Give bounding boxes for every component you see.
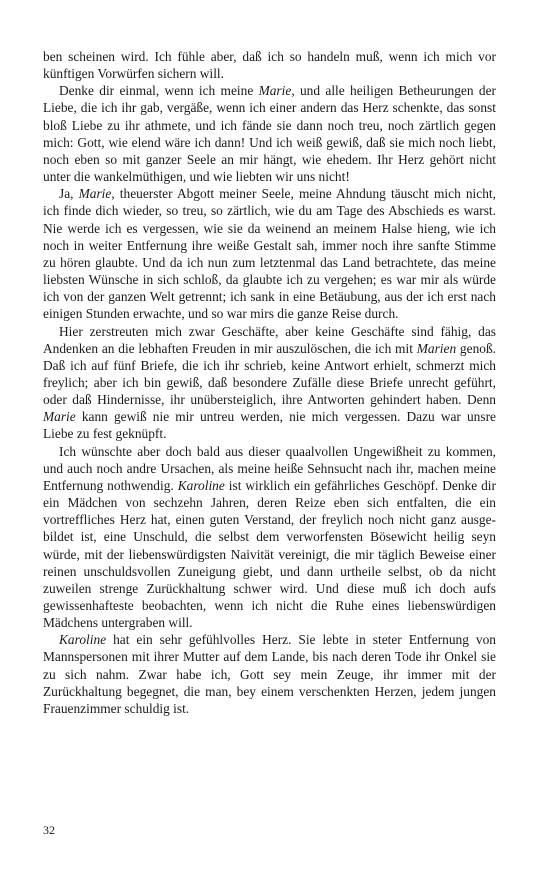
italic-name: Marien (416, 340, 457, 356)
paragraph (43, 631, 496, 717)
page-number: 32 (43, 823, 55, 837)
paragraph (43, 48, 496, 82)
italic-name: Marie (43, 409, 76, 425)
italic-name: Marie (78, 186, 112, 202)
text-run: Denke dir einmal, wenn ich meine (59, 83, 259, 99)
text-run: ben scheinen wird. Ich fühle aber, daß ich so handeln muß, wenn ich mich vor künftigen Vorwürfen sichern will. (43, 49, 496, 82)
text-run: Hier zerstreuten mich zwar Geschäfte, aber keine Geschäfte sind fähig, das Andenken an die lebhaften Freuden in mir auszulöschen, die ich mit (43, 323, 496, 356)
italic-name: Marie (258, 83, 292, 99)
italic-name: Karoline (177, 477, 225, 493)
text-run: , und alle heiligen Betheurungen der Liebe, die ich ihr gab, vergäße, wenn ich einer andern das Herz schenkte, das sonst bloß Liebe zu ihr athmete, und ich fände sie dann noch treu, noch zärtlich gegen mich: Gott, wie elend wäre ich dann! Und ich weiß gewiß, daß sie mich noch liebt, noch eben so mit ganzer Seele an mir hängt, wie ehedem. Ihr Herz gehört nicht unter die wankelmüthigen, und wie liebten wir uns nicht! (43, 83, 496, 185)
text-run: , theuerster Abgott meiner Seele, meine Ahndung täuscht mich nicht, ich finde dich wieder, so treu, so zärtlich, wie du am Tage des Abschieds es warst. Nie werde ich es vergessen, wie sie da weinend an meinem Halse hieng, wie ich noch in weiter Entfernung ihre weiße Gestalt sah, immer noch ihre sanfte Stimme zu hören glaubte. Und da ich nun zum letztenmal das Land betrachtete, das meine liebsten Wünsche in sich schloß, da glaubte ich zu vergehen; es war mir als würde ich von der ganzen Welt getrennt; ich sank in eine Betäubung, aus der ich erst nach einigen Stunden erwachte, und so war mirs die ganze Reise durch. (43, 186, 496, 322)
text-run: hat ein sehr gefühlvolles Herz. Sie lebte in steter Entfernung von Mannspersonen mit ihrer Mutter auf dem Lande, bis nach deren Tode ihr Onkel sie zu sich nahm. Zwar habe ich, Gott sey mein Zeuge, ihr immer mit der Zurückhaltung begegnet, die man, bey einem verschenkten Herzen, jedem jungen Frauenzimmer schuldig ist. (43, 632, 496, 716)
book-page-text (43, 48, 496, 717)
paragraph (43, 323, 496, 443)
text-run: genoß. Daß ich auf fünf Briefe, die ich ihr schrieb, keine Antwort erhielt, schmerzt mich freylich; aber ich bin gewiß, daß besondere Zufälle diese Briefe unrecht geführt, oder daß Hindernisse, ihr unübersteiglich, ihre Antworten gehindert haben. Denn (43, 340, 496, 408)
text-run: Ja, (59, 186, 79, 202)
paragraph (43, 443, 496, 632)
text-run: kann gewiß nie mir untreu werden, nie mich vergessen. Dazu war unsre Liebe zu fest geknüpft. (43, 409, 496, 442)
paragraph (43, 185, 496, 322)
italic-name: Karoline (59, 632, 107, 648)
text-run: Ich wünschte aber doch bald aus dieser quaalvollen Ungewißheit zu kommen, und auch noch andre Ursachen, als meine heiße Sehnsucht nach ihr, machen meine Entfernung nothwendig. (43, 443, 496, 493)
paragraph (43, 82, 496, 185)
text-run: ist wirklich ein gefährliches Geschöpf. Denke dir ein Mädchen von sechzehn Jahren, deren Reize eben sich entfalten, die ein vortreffliches Herz hat, einen guten Verstand, der freylich noch nicht ganz ausgebildet ist, eine Unschuld, die selbst dem verworfensten Bösewicht heilig seyn würde, mit der liebenswürdigsten Naivität vereinigt, die mir täglich Beweise einer reinen unschuldsvollen Zuneigung giebt, und dann urtheile selbst, ob da nicht zuweilen strenge Zurückhaltung schwer wird. Und diese muß ich doch aufs gewissenhafteste beobachten, wenn ich nicht die Ruhe eines liebenswürdigen Mädchens untergraben will. (43, 477, 496, 631)
